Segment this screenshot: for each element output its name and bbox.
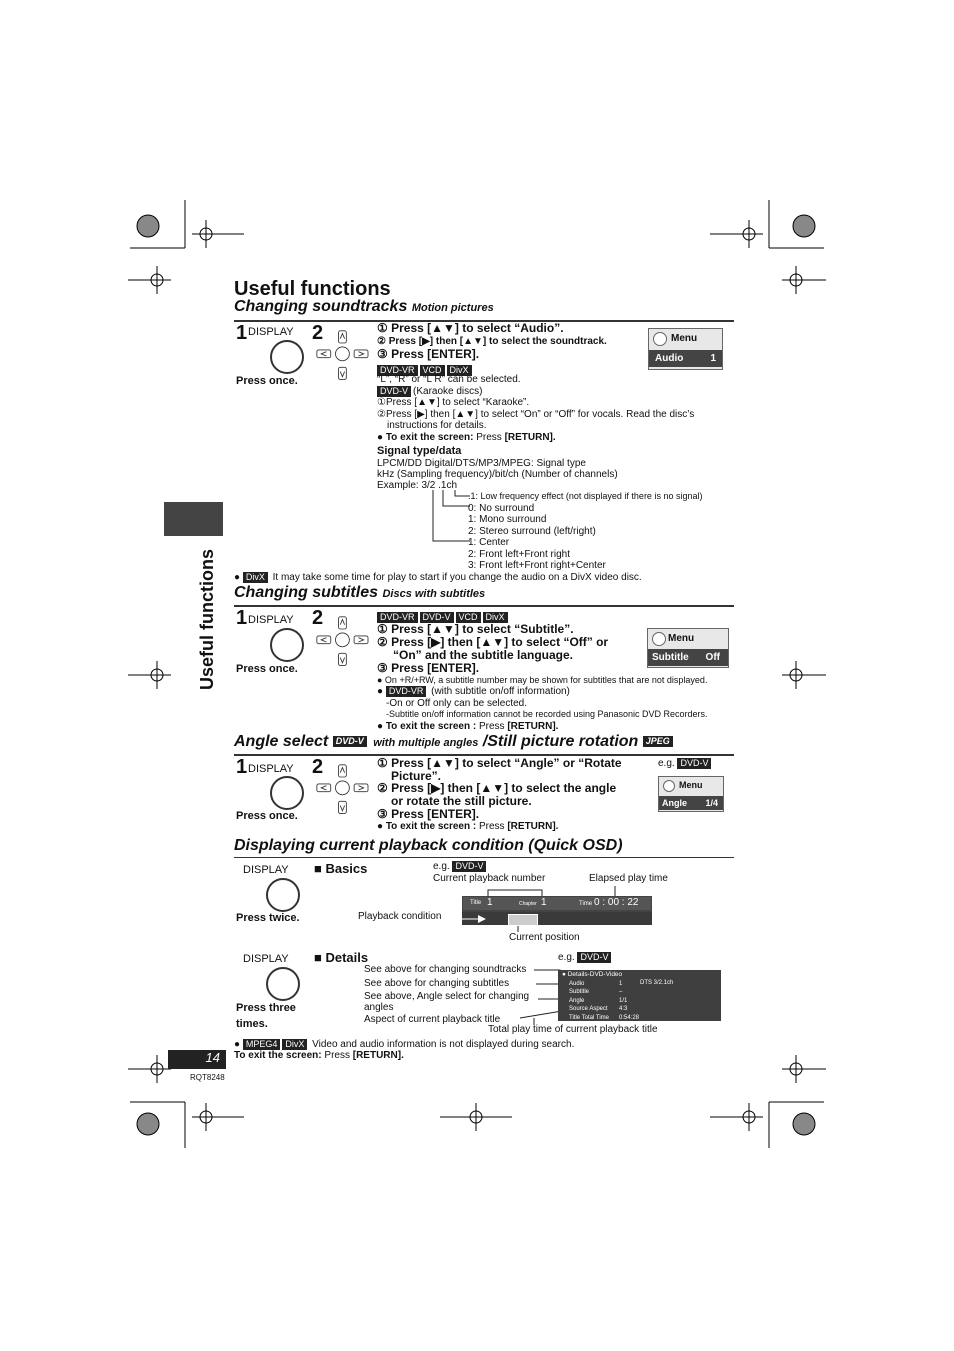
details-row-label: Title Total Time	[569, 1014, 610, 1021]
display-label: DISPLAY	[248, 326, 294, 338]
press-three-label: Press three	[236, 1002, 296, 1014]
press-three-label: times.	[236, 1018, 268, 1030]
osd-bar-bottom	[462, 912, 652, 925]
callout-total-time: Total play time of current playback title	[488, 1024, 658, 1035]
details-row-label: Angle	[569, 997, 585, 1004]
navigation-pad-icon[interactable]	[312, 764, 372, 816]
subtitles-heading: Changing subtitles Discs with subtitles	[234, 584, 486, 601]
step-text: Picture”.	[391, 769, 442, 783]
step-text: ③ Press [ENTER].	[377, 807, 480, 821]
example-label: e.g. DVD-V	[658, 758, 713, 770]
step-text: or rotate the still picture.	[391, 794, 532, 808]
disc-tag: DivX	[483, 612, 508, 623]
disc-tag: DVD-V	[420, 612, 454, 623]
step-text: ③ Press [ENTER].	[377, 347, 480, 361]
disc-tag: DVD-V	[577, 952, 611, 963]
disc-tag: VCD	[420, 365, 445, 376]
disc-tag: MPEG4	[243, 1039, 281, 1050]
details-labels	[569, 980, 609, 1022]
details-callout: angles	[364, 1002, 394, 1013]
disc-tag: DVD-V	[377, 386, 411, 397]
menu-label: Menu	[671, 333, 698, 344]
legend-item: 0: No surround	[468, 502, 535, 514]
step-number: 1	[236, 756, 248, 778]
side-label: Useful functions	[197, 548, 217, 690]
example-label: e.g. DVD-V	[433, 861, 488, 873]
display-label: DISPLAY	[248, 614, 294, 626]
page-number: 14	[168, 1050, 226, 1069]
details-row-value: 0:54:28	[619, 1014, 640, 1021]
exit-note: ● To exit the screen : Press [RETURN].	[377, 821, 559, 832]
disc-tag: DivX	[243, 572, 268, 583]
note-text: “L”, “R” or “L R” can be selected.	[377, 374, 521, 385]
divider	[234, 857, 734, 858]
audio-menu-screen	[648, 328, 723, 370]
osd-bar-top: Title 1 Chapter 1 Time 0 : 00 : 22	[463, 897, 651, 910]
menu-icon	[653, 332, 667, 346]
details-row-value: 1/1	[619, 997, 628, 1004]
osd-note: ● MPEG4 DivX Video and audio information is not displayed during search.	[234, 1039, 575, 1051]
details-row-value: 4:3	[619, 1006, 628, 1013]
menu-icon	[652, 632, 666, 646]
osd-details-panel	[558, 970, 721, 1021]
step-number: 1	[236, 322, 248, 344]
disc-tag: DivX	[282, 1039, 307, 1050]
exit-note: ● To exit the screen : Press [RETURN].	[377, 721, 559, 732]
page-title: Useful functions	[234, 278, 391, 300]
soundtracks-heading: Changing soundtracks Motion pictures	[234, 298, 494, 315]
disc-tag: DVD-VR	[386, 686, 427, 697]
press-once-label: Press once.	[236, 810, 298, 822]
disc-tag: VCD	[456, 612, 481, 623]
menu-label: Menu	[679, 780, 703, 790]
current-position-marker	[508, 914, 538, 926]
details-row-label: Subtitle	[569, 989, 590, 996]
details-callout: Aspect of current playback title	[364, 1014, 501, 1025]
disc-tag: DVD-VR	[377, 612, 418, 623]
disc-tag: JPEG	[643, 736, 673, 747]
step-number: 2	[312, 756, 324, 778]
menu-row: Subtitle Off	[648, 649, 728, 666]
details-callout: See above for changing soundtracks	[364, 964, 527, 975]
signal-example: Example: 3/2 .1ch	[377, 480, 458, 491]
step-number: 1	[236, 607, 248, 629]
legend-list	[468, 491, 702, 572]
callout-playback-condition: Playback condition	[358, 911, 442, 922]
details-audio-extra: DTS 3/2.1ch	[640, 980, 674, 986]
angle-heading: Angle select DVD-V with multiple angles /Still picture rotation JPEG	[234, 733, 675, 751]
callout-elapsed-time: Elapsed play time	[589, 873, 668, 884]
details-row-value: 1	[619, 981, 623, 987]
details-heading: ■ Details	[314, 950, 369, 965]
menu-icon	[663, 780, 675, 792]
step-text: “On” and the subtitle language.	[393, 648, 574, 662]
side-tab-block	[164, 502, 223, 536]
signal-heading: Signal type/data	[377, 445, 462, 457]
legend-item: .1: Low frequency effect (not displayed if there is no signal)	[468, 491, 703, 501]
karaoke-step: instructions for details.	[387, 420, 487, 431]
display-button[interactable]	[270, 340, 304, 374]
signal-text: kHz (Sampling frequency)/bit/ch (Number of channels)	[377, 469, 618, 480]
exit-note: To exit the screen: Press [RETURN].	[234, 1050, 404, 1061]
legend-item: 1: Mono surround	[468, 514, 547, 525]
step-text: ① Press [▲▼] to select “Angle” or “Rotate	[377, 756, 622, 770]
details-row-label: Audio	[569, 981, 585, 987]
legend-item: 1: Center	[468, 537, 510, 548]
display-label: DISPLAY	[243, 953, 289, 965]
details-values	[619, 980, 639, 1022]
menu-label: Menu	[668, 633, 695, 644]
legend-item: 2: Stereo surround (left/right)	[468, 525, 596, 537]
osd-heading: Displaying current playback condition (Quick OSD)	[234, 837, 623, 854]
details-row-label: Source Aspect	[569, 1006, 608, 1013]
legend-item: 3: Front left+Front right+Center	[468, 560, 606, 571]
press-once-label: Press once.	[236, 663, 298, 675]
karaoke-step: ①Press [▲▼] to select “Karaoke”.	[377, 397, 530, 408]
karaoke-line: DVD-V (Karaoke discs)	[377, 386, 482, 398]
disc-tag: DVD-V	[452, 861, 486, 872]
step-number: 2	[312, 322, 324, 344]
note-text: ● On +R/+RW, a subtitle number may be shown for subtitles that are not displayed.	[377, 675, 708, 685]
display-button[interactable]	[270, 628, 304, 662]
exit-note: ● To exit the screen: Press [RETURN].	[377, 432, 556, 443]
menu-row: Angle 1/4	[659, 796, 723, 810]
legend-item: 2: Front left+Front right	[468, 548, 570, 560]
press-twice-label: Press twice.	[236, 912, 300, 924]
step-text: ③ Press [ENTER].	[377, 661, 480, 675]
step-text: ② Press [▶] then [▲▼] to select the soundtrack.	[377, 336, 607, 347]
karaoke-step: ②Press [▶] then [▲▼] to select “On” or “Off” for vocals. Read the disc’s	[377, 409, 695, 420]
note-text: -On or Off only can be selected.	[386, 698, 528, 709]
step-number: 2	[312, 607, 324, 629]
details-row-value: –	[619, 989, 623, 996]
step-text: ② Press [▶] then [▲▼] to select “Off” or	[377, 635, 609, 649]
disc-tag: DivX	[447, 365, 472, 376]
display-button[interactable]	[266, 967, 300, 1001]
disc-tag: DVD-V	[333, 736, 367, 747]
basics-heading: ■ Basics	[314, 861, 368, 876]
note-text: -Subtitle on/off information cannot be recorded using Panasonic DVD Recorders.	[386, 709, 708, 719]
display-label: DISPLAY	[243, 864, 289, 876]
display-button[interactable]	[270, 776, 304, 810]
callout-playback-number: Current playback number	[433, 873, 546, 884]
navigation-pad-icon[interactable]	[312, 616, 372, 668]
callout-current-position: Current position	[509, 932, 580, 943]
navigation-pad-icon[interactable]	[312, 330, 372, 382]
step-text: ① Press [▲▼] to select “Subtitle”.	[377, 622, 574, 636]
osd-basics-bar	[462, 896, 652, 925]
doc-code: RQT8248	[190, 1073, 225, 1082]
menu-row: Audio 1	[649, 350, 722, 367]
display-label: DISPLAY	[248, 763, 294, 775]
arrow-right-icon	[450, 914, 490, 924]
step-text: ① Press [▲▼] to select “Audio”.	[377, 321, 564, 335]
note-text: ● DVD-VR (with subtitle on/off information)	[377, 686, 570, 698]
disc-tag: DVD-VR	[377, 365, 418, 376]
display-button[interactable]	[266, 878, 300, 912]
subtitle-menu-screen	[647, 628, 729, 668]
divx-note: ● DivX It may take some time for play to start if you change the audio on a DivX video disc.	[234, 572, 642, 584]
disc-tag: DVD-V	[677, 758, 711, 769]
example-label: e.g. DVD-V	[558, 952, 613, 964]
divider	[234, 605, 734, 607]
signal-text: LPCM/DD Digital/DTS/MP3/MPEG: Signal type	[377, 458, 586, 469]
details-callout: See above for changing subtitles	[364, 978, 510, 989]
angle-menu-screen	[658, 776, 724, 812]
details-panel-title: ● Details-DVD-Video	[562, 971, 623, 978]
details-callout: See above, Angle select for changing	[364, 991, 530, 1002]
step-text: ② Press [▶] then [▲▼] to select the angle	[377, 781, 617, 795]
press-once-label: Press once.	[236, 375, 298, 387]
